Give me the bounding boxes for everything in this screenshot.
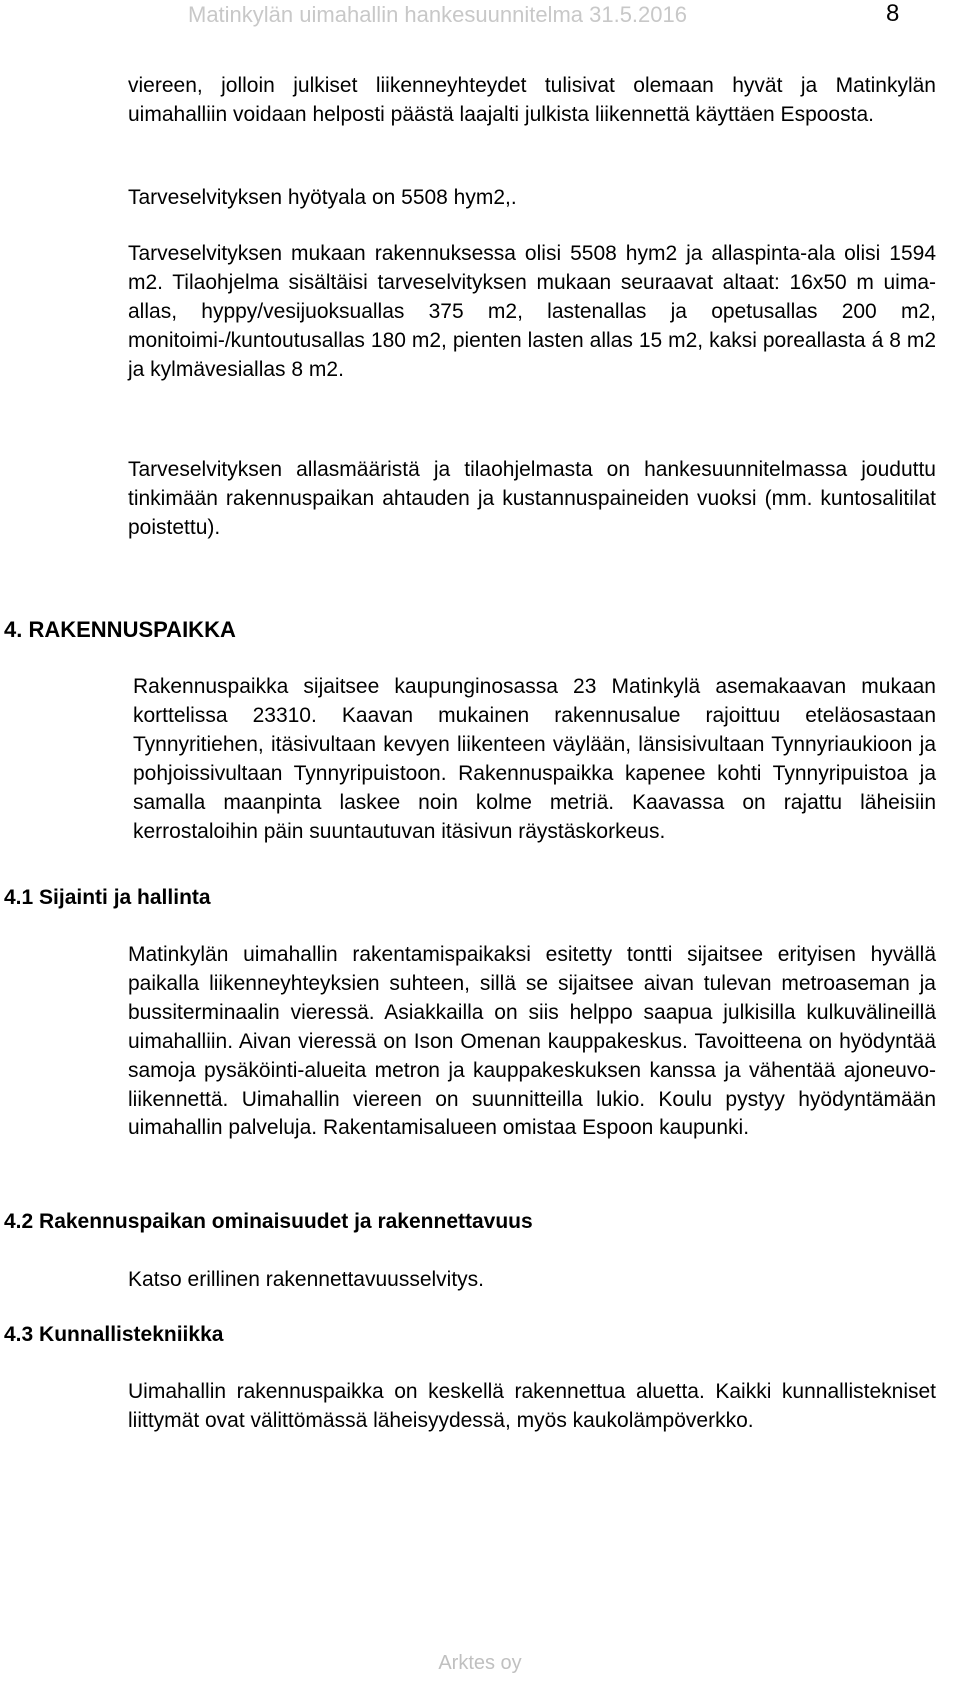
- heading-section-4: 4. RAKENNUSPAIKKA: [4, 617, 236, 642]
- paragraph-municipal-engineering: Uimahallin rakennuspaikka on keskellä rakennettua aluetta. Kaikki kunnallistekniset liittymät ovat välittömässä läheisyydessä, myös kaukolämpöverkko.: [128, 1380, 936, 1432]
- paragraph-public-transport: viereen, jolloin julkiset liikenneyhteydet tulisivat olemaan hyvät ja Matinkylän uimahalliin voidaan helposti päästä laajalti julkista liikennettä käyttäen Espoosta.: [128, 74, 936, 126]
- paragraph-program-reduction: Tarveselvityksen allasmääristä ja tilaohjelmasta on hankesuunnitelmassa jouduttu tinkimään rakennuspaikan ahtauden ja kustannuspaineiden vuoksi (mm. kuntosalitilat poistettu).: [128, 458, 936, 539]
- paragraph-location: Matinkylän uimahallin rakentamispaikaksi esitetty tontti sijaitsee erityisen hyvällä paikalla liikenneyhteyksien suhteen, sillä se sijaitsee aivan tulevan metroaseman ja bussiterminaalin vieressä. Asiakkailla on siis helppo saapua julkisilla kulkuvälineillä uimahalliin. Aivan vieressä on Ison Omenan kauppakeskus. Tavoitteena on hyödyntää samoja pysäköinti-alueita metron ja kauppakeskuksen kanssa ja vähentää ajoneuvo-liikennettä. Uimahallin viereen on suunnitteilla lukio. Koulu pystyy hyödyntämään uimahallin palveluja. Rakentamisalueen omistaa Espoon kaupunki.: [128, 943, 936, 1140]
- heading-section-4-1: 4.1 Sijainti ja hallinta: [4, 886, 211, 909]
- heading-section-4-2: 4.2 Rakennuspaikan ominaisuudet ja rakennettavuus: [4, 1210, 533, 1233]
- page-number: 8: [886, 0, 900, 27]
- paragraph-pool-program: Tarveselvityksen mukaan rakennuksessa olisi 5508 hym2 ja allaspinta-ala olisi 1594 m2. Tilaohjelma sisältäisi tarveselvityksen mukaan seuraavat altaat: 16x50 m uima-allas, hyppy/vesijuoksuallas 375 m2, lastenallas ja opetusallas 200 m2, monitoimi-/kuntoutusallas 180 m2, pienten lasten allas 15 m2, kaksi poreallasta á 8 m2 ja kylmävesiallas 8 m2.: [128, 242, 936, 381]
- page-footer: Arktes oy: [438, 1652, 522, 1674]
- paragraph-useful-area: Tarveselvityksen hyötyala on 5508 hym2,.: [128, 186, 517, 209]
- paragraph-buildability: Katso erillinen rakennettavuusselvitys.: [128, 1268, 485, 1291]
- page-header-title: Matinkylän uimahallin hankesuunnitelma 31.5.2016: [188, 2, 687, 27]
- heading-section-4-3: 4.3 Kunnallistekniikka: [4, 1323, 224, 1346]
- paragraph-site-description: Rakennuspaikka sijaitsee kaupunginosassa 23 Matinkylä asemakaavan mukaan korttelissa 23310. Kaavan mukainen rakennusalue rajoittuu eteläosastaan Tynnyritiehen, itäsivultaan kevyen liikenteen väylään, länsisivultaan Tynnyriaukioon ja pohjoissivultaan Tynnyripuistoon. Rakennuspaikka kapenee kohti Tynnyripuistoa ja samalla maanpinta laskee noin kolme metriä. Kaavassa on rajattu läheisiin kerrostaloihin päin suuntautuvan itäsivun räystäskorkeus.: [133, 675, 936, 843]
